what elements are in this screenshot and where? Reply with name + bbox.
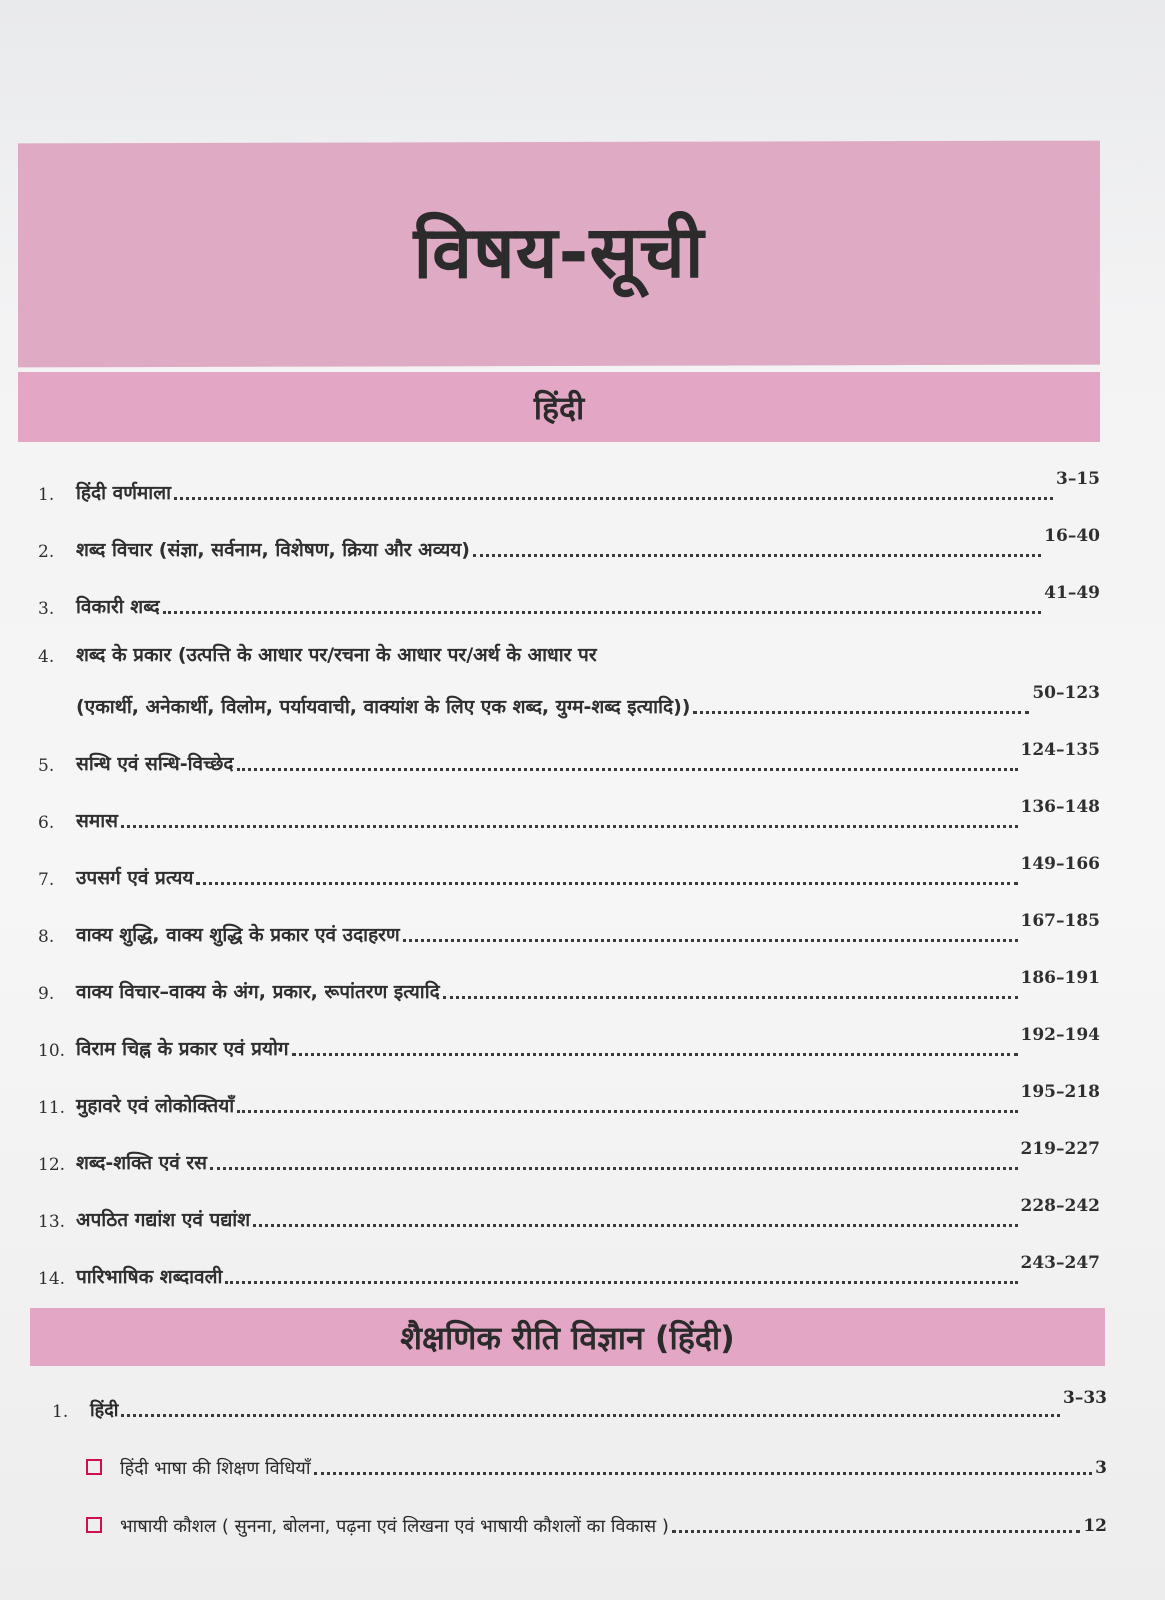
toc-item-pages: 136–148 bbox=[1020, 797, 1100, 817]
section-banner-hindi bbox=[18, 372, 1100, 442]
dot-leader bbox=[225, 1281, 1017, 1284]
toc-item-number: 12. bbox=[38, 1155, 66, 1175]
page-title: विषय-सूची bbox=[413, 209, 705, 295]
toc-item-pages: 243–247 bbox=[1020, 1253, 1100, 1273]
toc-item-label: विराम चिह्न के प्रकार एवं प्रयोग bbox=[76, 1038, 289, 1060]
dot-leader bbox=[672, 1530, 1080, 1533]
toc-item-pages: 195–218 bbox=[1020, 1082, 1100, 1102]
toc-item-pages: 50–123 bbox=[1032, 683, 1100, 703]
toc-item-pages: 219–227 bbox=[1020, 1139, 1100, 1159]
toc-item-number: 6. bbox=[38, 813, 55, 833]
dot-leader bbox=[314, 1472, 1093, 1475]
toc-subitem-label: भाषायी कौशल ( सुनना, बोलना, पढ़ना एवं लिखना एवं भाषायी कौशलों का विकास ) bbox=[120, 1516, 669, 1537]
toc-subitem-label: हिंदी भाषा की शिक्षण विधियाँ bbox=[120, 1458, 311, 1479]
dot-leader bbox=[121, 1414, 1060, 1417]
toc-item-number: 13. bbox=[38, 1212, 66, 1232]
toc-item[interactable] bbox=[38, 1061, 1100, 1118]
dot-leader bbox=[292, 1053, 1018, 1056]
toc-item-label: पारिभाषिक शब्दावली bbox=[76, 1266, 223, 1288]
toc-item-number: 11. bbox=[38, 1098, 66, 1118]
dot-leader bbox=[253, 1224, 1017, 1227]
toc-item-pages: 192–194 bbox=[1020, 1025, 1100, 1045]
checkbox-square-icon bbox=[86, 1459, 102, 1475]
toc-item[interactable] bbox=[38, 448, 1100, 505]
toc-item[interactable] bbox=[38, 619, 1100, 719]
toc-item[interactable] bbox=[38, 1232, 1100, 1289]
toc-subitem[interactable] bbox=[52, 1480, 1107, 1538]
title-banner bbox=[18, 141, 1100, 368]
toc-item-pages: 124–135 bbox=[1020, 740, 1100, 760]
toc-item-label: वाक्य शुद्धि, वाक्य शुद्धि के प्रकार एवं उदाहरण bbox=[76, 924, 400, 946]
toc-list-pedagogy bbox=[52, 1370, 1107, 1538]
toc-item[interactable] bbox=[38, 776, 1100, 833]
toc-item[interactable] bbox=[38, 833, 1100, 890]
toc-item-label: वाक्य विचार–वाक्य के अंग, प्रकार, रूपांतरण इत्यादि bbox=[76, 981, 440, 1003]
toc-item-pages: 149–166 bbox=[1020, 854, 1100, 874]
toc-item-label-line2: (एकार्थी, अनेकार्थी, विलोम, पर्यायवाची, वाक्यांश के लिए एक शब्द, युग्म-शब्द इत्यादि)) bbox=[76, 696, 691, 718]
toc-item[interactable] bbox=[52, 1370, 1107, 1422]
toc-item-pages: 167–185 bbox=[1020, 911, 1100, 931]
dot-leader bbox=[163, 611, 1042, 614]
toc-subitem[interactable] bbox=[52, 1422, 1107, 1480]
dot-leader bbox=[473, 554, 1041, 557]
toc-item-label: शब्द-शक्ति एवं रस bbox=[76, 1152, 207, 1174]
dot-leader bbox=[210, 1167, 1018, 1170]
dot-leader bbox=[237, 768, 1018, 771]
toc-item-number: 9. bbox=[38, 984, 55, 1004]
dot-leader bbox=[403, 939, 1018, 942]
toc-item[interactable] bbox=[38, 947, 1100, 1004]
checkbox-square-icon bbox=[86, 1517, 102, 1533]
toc-item-number: 1. bbox=[52, 1402, 69, 1422]
toc-item[interactable] bbox=[38, 890, 1100, 947]
toc-item-label-line1: शब्द के प्रकार (उत्पत्ति के आधार पर/रचना के आधार पर/अर्थ के आधार पर bbox=[76, 644, 597, 666]
toc-item-number: 14. bbox=[38, 1269, 66, 1289]
toc-item-label: विकारी शब्द bbox=[76, 596, 160, 618]
toc-item-label: मुहावरे एवं लोकोक्तियाँ bbox=[76, 1095, 235, 1117]
toc-item-pages: 16–40 bbox=[1044, 526, 1100, 546]
toc-item-pages: 3–15 bbox=[1056, 469, 1100, 489]
toc-item-number: 2. bbox=[38, 542, 55, 562]
toc-item-label: समास bbox=[76, 810, 118, 832]
toc-item-label: सन्धि एवं सन्धि-विच्छेद bbox=[76, 753, 234, 775]
toc-item[interactable] bbox=[38, 1004, 1100, 1061]
toc-item[interactable] bbox=[38, 1118, 1100, 1175]
section-title-hindi: हिंदी bbox=[533, 388, 585, 427]
dot-leader bbox=[121, 825, 1018, 828]
toc-list-hindi bbox=[38, 448, 1100, 1289]
toc-item-label: उपसर्ग एवं प्रत्यय bbox=[76, 867, 194, 889]
toc-item-number: 3. bbox=[38, 599, 55, 619]
dot-leader bbox=[443, 996, 1018, 999]
toc-item-number: 1. bbox=[38, 485, 55, 505]
toc-item-pages: 186–191 bbox=[1020, 968, 1100, 988]
toc-item[interactable] bbox=[38, 1175, 1100, 1232]
toc-item-label: शब्द विचार (संज्ञा, सर्वनाम, विशेषण, क्रिया और अव्यय) bbox=[76, 539, 470, 561]
dot-leader bbox=[237, 1110, 1017, 1113]
dot-leader bbox=[693, 711, 1029, 714]
dot-leader bbox=[196, 882, 1017, 885]
dot-leader bbox=[174, 497, 1053, 500]
toc-item[interactable] bbox=[38, 719, 1100, 776]
toc-item[interactable] bbox=[38, 505, 1100, 562]
toc-item-number: 7. bbox=[38, 870, 55, 890]
toc-item-number: 8. bbox=[38, 927, 55, 947]
toc-item-number: 4. bbox=[38, 647, 55, 667]
toc-item-number: 5. bbox=[38, 756, 55, 776]
toc-item-label: अपठित गद्यांश एवं पद्यांश bbox=[76, 1209, 251, 1231]
toc-subitem-pages: 12 bbox=[1083, 1516, 1107, 1536]
section-banner-pedagogy bbox=[30, 1308, 1105, 1366]
section-title-pedagogy: शैक्षणिक रीति विज्ञान (हिंदी) bbox=[400, 1318, 735, 1357]
toc-item[interactable] bbox=[38, 562, 1100, 619]
toc-subitem-pages: 3 bbox=[1095, 1458, 1107, 1478]
toc-item-pages: 3–33 bbox=[1063, 1388, 1107, 1408]
toc-item-number: 10. bbox=[38, 1041, 66, 1061]
toc-item-pages: 228–242 bbox=[1020, 1196, 1100, 1216]
toc-item-label: हिंदी वर्णमाला bbox=[76, 482, 172, 504]
toc-item-label: हिंदी bbox=[90, 1400, 119, 1421]
toc-item-pages: 41–49 bbox=[1044, 583, 1100, 603]
